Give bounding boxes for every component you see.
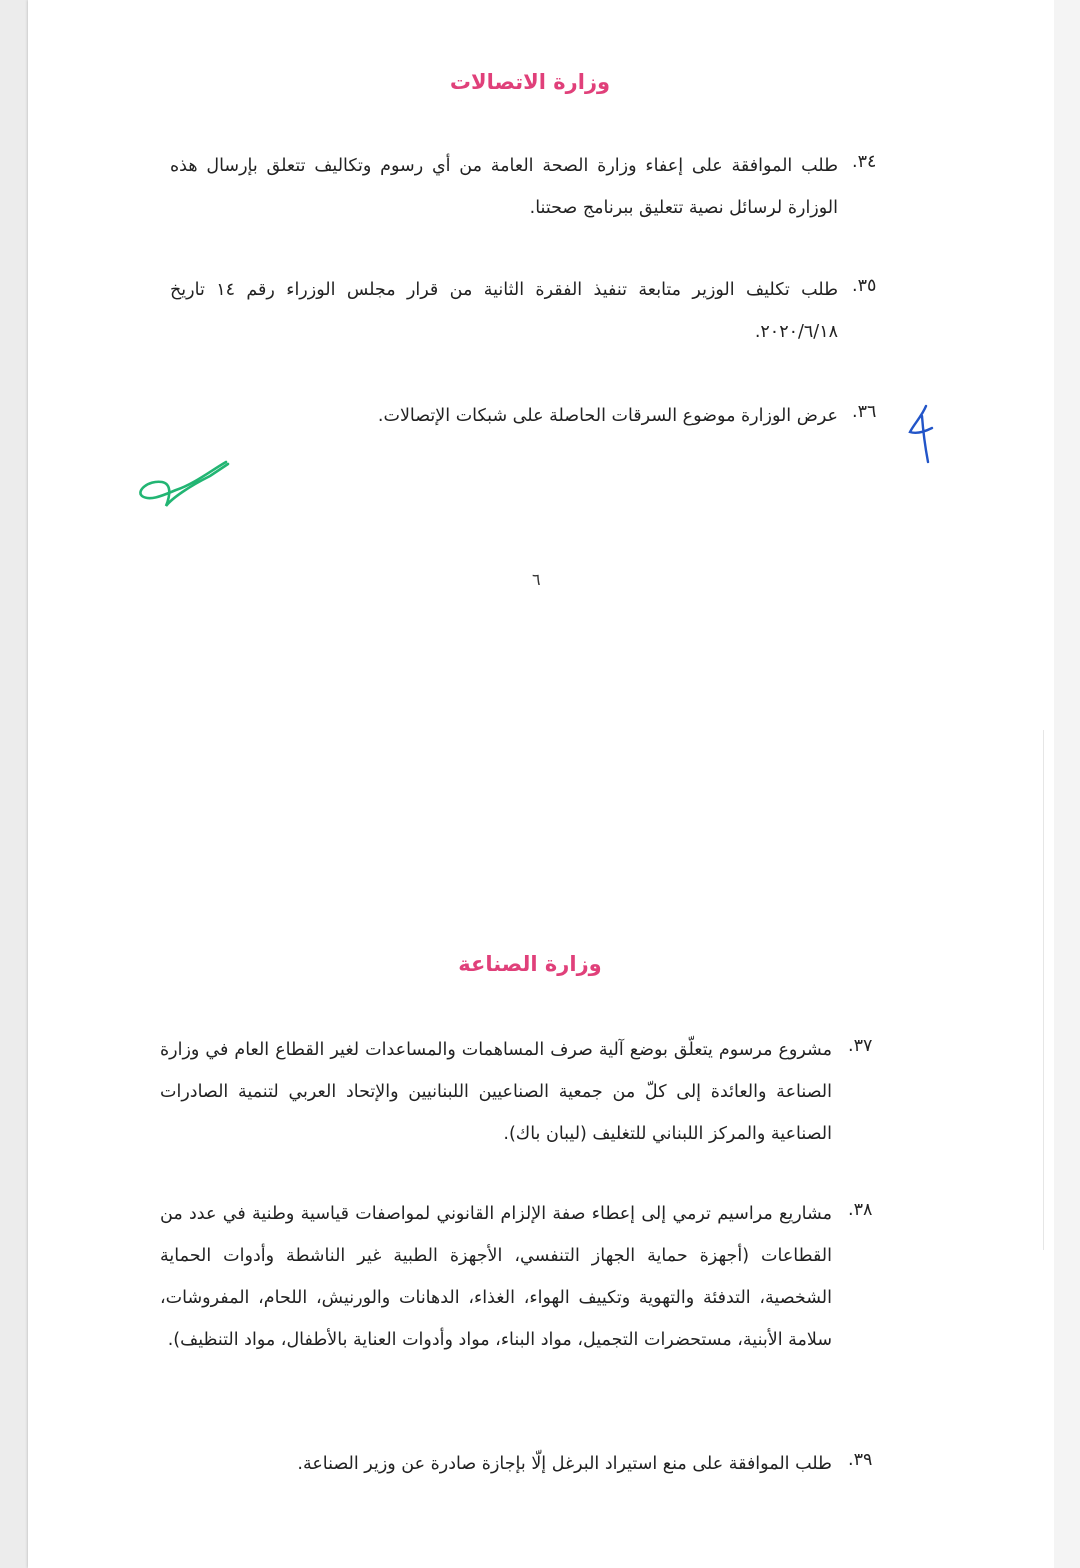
page-edge — [1054, 0, 1080, 1568]
agenda-item-35: طلب تكليف الوزير متابعة تنفيذ الفقرة الثانية من قرار مجلس الوزراء رقم ١٤ تاريخ ٢٠٢٠/٦/١٨. — [170, 280, 838, 342]
agenda-item-39: طلب الموافقة على منع استيراد البرغل إلّا بإجازة صادرة عن وزير الصناعة. — [297, 1454, 832, 1474]
agenda-item-34: طلب الموافقة على إعفاء وزارة الصحة العامة من أي رسوم وتكاليف تتعلق بإرسال هذه الوزارة لرسائل نصية تتعليق ببرنامج صحتنا. — [170, 156, 838, 218]
agenda-item-36: عرض الوزارة موضوع السرقات الحاصلة على شبكات الإتصالات. — [377, 406, 838, 426]
agenda-item-37: مشروع مرسوم يتعلّق بوضع آلية صرف المساهمات والمساعدات لغير القطاع العام في وزارة الصناعة والعائدة إلى كلّ من جمعية الصناعيين اللبنانيين والإتحاد العربي لتنمية الصادرات الصناعية والمركز اللبناني للتغليف (ليبان باك). — [160, 1040, 832, 1144]
handwritten-check-mark — [900, 398, 940, 468]
item-number: ٣٤. — [852, 152, 877, 172]
scan-artifact-line — [1043, 730, 1044, 1250]
item-number: ٣٧. — [848, 1036, 873, 1056]
item-number: ٣٩. — [848, 1450, 873, 1470]
agenda-item-38: مشاريع مراسيم ترمي إلى إعطاء صفة الإلزام القانوني لمواصفات قياسية وطنية في عدد من القطاعات (أجهزة حماية الجهاز التنفسي، الأجهزة الطبية غير الناشطة وأدوات الحماية الشخصية، التدفئة والتهوية وتكييف الهواء، الغذاء، الدهانات والورنيش، اللحام، المفروشات، سلامة الأبنية، مستحضرات التجميل، مواد البناء، مواد وأدوات العناية بالأطفال، مواد التنظيف). — [160, 1204, 832, 1350]
section-title-industry: وزارة الصناعة — [458, 952, 602, 976]
item-number: ٣٦. — [852, 402, 877, 422]
section-title-telecom: وزارة الاتصالات — [449, 70, 611, 94]
item-number: ٣٨. — [848, 1200, 873, 1220]
page-number: ٦ — [532, 570, 541, 589]
item-number: ٣٥. — [852, 276, 877, 296]
signature — [132, 456, 242, 516]
